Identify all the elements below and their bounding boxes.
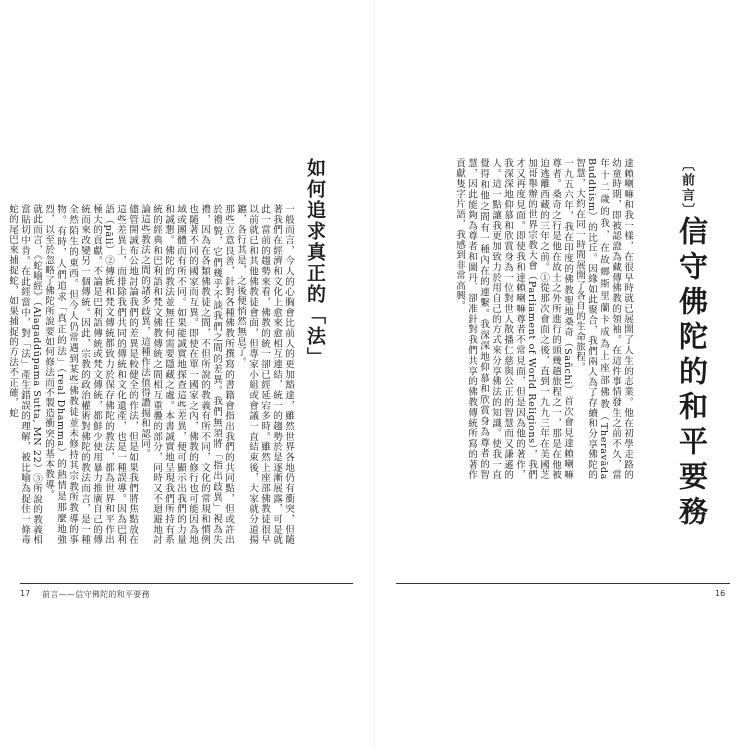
page-number-left: 17 (20, 589, 31, 598)
running-head: 前言——信守佛陀的和平要務 (42, 590, 150, 599)
paragraph: 一般而言，今人的心胸會比前人的更加豁達，雖然世界各地仍有衝突，但隨著我們在經濟和文化上愈來愈相互連結，統一的趨勢於是逐漸展露，可是就此一當前的趨勢來看，佛教的統一卻已經延宕多時。雖然上座部佛教徒很早以前就已和其他佛教徒會面，但專家小組或會議一直結束後，大家就分道揚鑣，各行其是，之後便悄然無息了。 (235, 204, 294, 545)
left-body-text (7, 204, 294, 545)
footer-rule (396, 583, 730, 584)
paragraph: 達賴喇嘛和我一樣，在很早時就已展開了人生的志業。他在初學走路的幼童時期，即被認證為藏傳佛教的領袖。在這件事情發生之前不久，當年十二歲的我，在故鄉斯里蘭卡成為上座部佛教（Theravāda Buddhism）的比丘。因緣如此聚合，我們兩人為了存續和分享佛陀的智慧，大約在同一時間展開了各自的生命旅程。 (574, 158, 633, 480)
right-body-text (423, 158, 633, 480)
paragraph: 儘管開誠布公地討論我們的差異是較健全的作法，但是如果我們將焦點放在這些差異上，而排除我們共同的傳統和文化遺產，也是一種誤導。因為巴利語（pāli）②傳統和梵文傳統都致力於保存佛陀的教法，都為世界和平作出極大的貢獻。不論是巴利語傳統或梵文傳統，都鮮少使用暴力推廣自己的傳統而來改變另一個傳統。因此，宗教的政治權術對佛陀的教法而言，是一種全然陌生的東西。但今人仍常遇到某些佛教徒並未修持其宗教所教導的事物。有時，人們追求「真正的法」（real Dhamma）的熱情是那麼地強烈，以至於忽略了佛陀所說要如何修法而不製造衝突的基本教導。 (43, 204, 138, 545)
paragraph: 就此而言，《蛇喻經》（Alagaddūpama Sutta, MN 22）③所說的教義相當貼切中肯。在此經當中，對「法」產生錯誤的理解，被比喻為捉住一條毒蛇的尾巴來捕捉蛇，如果捕捉的方法不正確，蛇 (7, 204, 42, 545)
paragraph: 一九五六年，我在印度的佛教聖地桑奇（Sañchi）首次會見達賴喇嘛尊者。桑奇之行是他在故土之外所進行的頭幾趟旅程之一，那是在他被迫逃離西藏的三年之前。①從那次會面之後，直到一九九三年在美國芝加哥舉辦的世界宗教大會（Parliament of World Religions），我們才又再度見面。即使我和達賴喇嘛尊者不常見面，但是因為他的著作，我深深地仰慕和欣賞身為一位對世人散播仁慈與公正的智慧而又謙遜的人。這一點讓我更加致力於用自己的方式來分享佛法的知識。使我一直覺得和他之間有一種內在的連繫。我深深地仰慕和欣賞身為尊者的智慧，因此能夠為尊者和圖丹．卻准針對我們共享的佛教傳統所寫的著作貢獻隻字片語，我感到非常高興。 (454, 158, 573, 480)
page-number-right: 16 (715, 589, 726, 598)
section-heading: 如何追求真正的「法」 (304, 158, 326, 368)
preface-tag: 〔前言〕 (679, 158, 694, 218)
paragraph: 那些立意良善，針對各種佛教所撰寫的書籍會指出我們的共同點，但或許出於禮貌，它們幾乎不談我們之間的差異。我們無須將「指出歧異」視為失禮，因為在各類佛教徒之間，不但所說的教義有所不同，文化的常規和慣例也隨著不同的國家而互異。即使在單一國家之內，佛教的修行也可能因為地域或團體而有所不同。如果能誠實地探查這些差異，便可顯示出我們的力量和誠懇。佛陀的教法並無任何需要隱藏之處。本書誠實地呈現我們所持有系統的經典和巴利語和梵文佛教傳統之間相互重疊的部分，同時又不迴避地討論這些教法之間的諸多歧異，這種作法值得讚揚和認同。 (139, 204, 234, 545)
chapter-title: 信守佛陀的和平要務 (675, 216, 709, 531)
footer-rule (20, 583, 353, 584)
